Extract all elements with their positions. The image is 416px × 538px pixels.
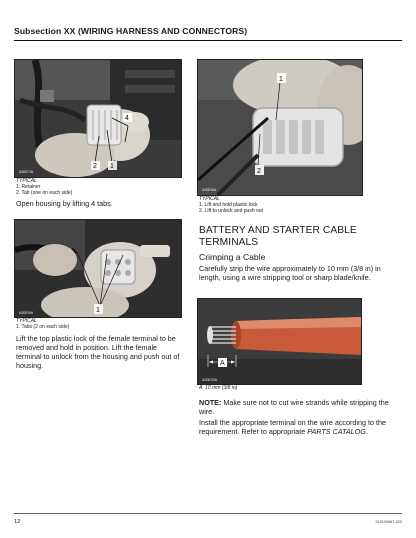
figure-caption	[16, 318, 69, 330]
caption-line: 1. Tabs (2 on each side)	[16, 324, 70, 330]
callout-4: 4	[125, 115, 129, 122]
header-divider	[14, 40, 402, 41]
figure-code: A30E8IA	[202, 188, 217, 192]
caption-line: 2. Lift to unlock and push out	[199, 208, 263, 214]
figure-code: A30E20A	[202, 378, 218, 382]
note-paragraph	[199, 398, 395, 416]
caption-title: TYPICAL	[16, 318, 37, 324]
document-code: 219100967-023	[375, 520, 402, 524]
caption-line: 1. Retainer	[16, 184, 41, 190]
figure-code: A30E9IA	[19, 311, 34, 315]
paragraph-strip-wire: Carefully strip the wire approximately to 10 mm (3/8 in) in length, using a wire stripping tool or sharp blade/knife.	[199, 264, 381, 282]
page-number: 12	[14, 519, 21, 525]
callout-1: 1	[96, 307, 100, 314]
callout-1: 1	[279, 76, 283, 83]
paragraph-lift-lock: Lift the top plastic lock of the female terminal to be removed and hold in position. Lift the female terminal to unlock from the housing and push out of housing.	[16, 334, 180, 370]
caption-line: 2. Tab (one on each side)	[16, 190, 73, 196]
figure-code: A30E7IA	[19, 170, 34, 174]
paragraph-open-housing: Open housing by lifting 4 tabs.	[16, 199, 113, 208]
callout-1: 1	[110, 163, 114, 170]
figure-tabs-photo	[14, 219, 182, 318]
callout-2: 2	[93, 163, 97, 170]
note-text: Make sure not to cut wire strands while stripping the wire.	[199, 398, 389, 416]
install-text: Install the appropriate terminal on the wire according to the requirement. Refer to appropriate	[199, 418, 386, 436]
callout-a: A	[220, 360, 225, 367]
note-label: NOTE:	[199, 398, 222, 407]
figure-plastic-lock-photo	[197, 59, 363, 196]
figure-caption	[199, 385, 237, 391]
caption-line: 1. Lift and hold plastic lock	[199, 202, 258, 208]
figure-housing-tabs-photo	[14, 59, 182, 178]
callout-2: 2	[257, 168, 261, 175]
figure-caption	[16, 178, 72, 196]
subsection-title: Crimping a Cable	[199, 252, 266, 262]
caption-title: TYPICAL	[16, 178, 37, 184]
install-end: .	[365, 427, 368, 436]
caption-title: TYPICAL	[199, 196, 220, 202]
section-header-title: Subsection XX (WIRING HARNESS AND CONNECTORS)	[14, 26, 248, 36]
paragraph-install-terminal	[199, 418, 395, 436]
section-title: BATTERY AND STARTER CABLE TERMINALS	[199, 225, 357, 248]
figure-stripped-cable-photo	[197, 298, 362, 385]
footer-divider	[14, 513, 402, 514]
caption-line: A. 10 mm (3/8 in)	[199, 385, 238, 391]
parts-catalog-link[interactable]: PARTS CATALOG	[307, 427, 366, 436]
figure-caption	[199, 196, 263, 214]
